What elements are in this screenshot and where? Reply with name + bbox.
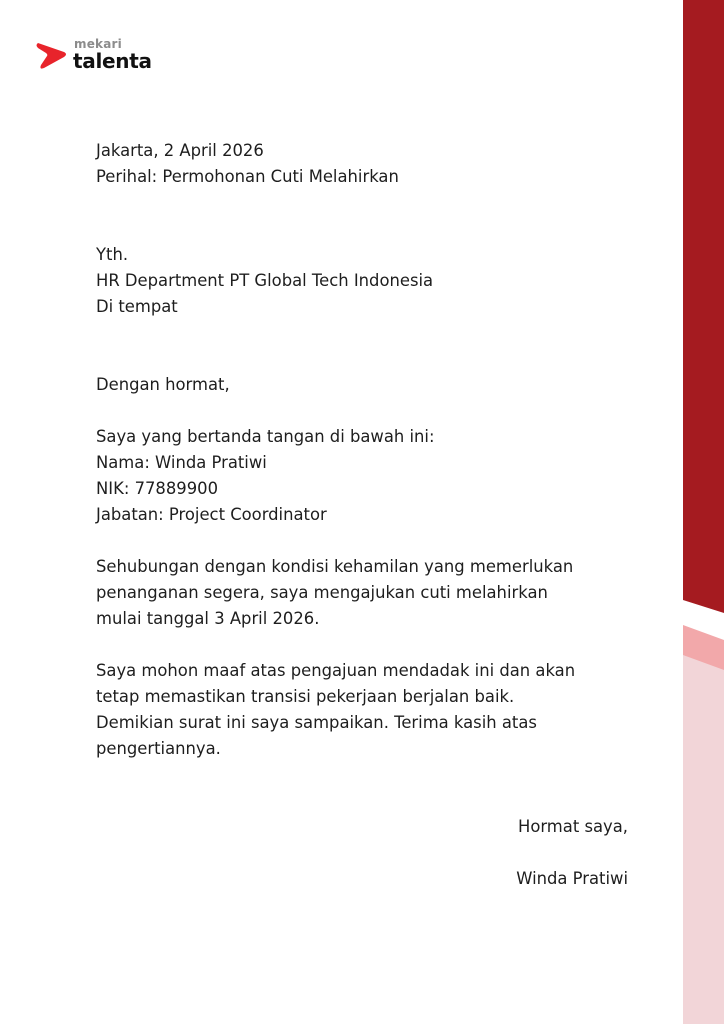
recipient-name: HR Department PT Global Tech Indonesia bbox=[96, 271, 434, 290]
recipient-location: Di tempat bbox=[96, 297, 178, 316]
letter-body bbox=[96, 138, 616, 762]
arrow-logo-icon bbox=[36, 39, 68, 71]
recipient-salutation: Yth. bbox=[96, 245, 129, 264]
paragraph-line: tetap memastikan transisi pekerjaan berjalan baik. bbox=[96, 687, 515, 706]
identity-nik: NIK: 77889900 bbox=[96, 479, 219, 498]
greeting: Dengan hormat, bbox=[96, 375, 230, 394]
subject-line: Perihal: Permohonan Cuti Melahirkan bbox=[96, 167, 399, 186]
closing-line: Hormat saya, bbox=[518, 817, 628, 836]
identity-name: Nama: Winda Pratiwi bbox=[96, 453, 267, 472]
logo-mekari-label: mekari bbox=[74, 37, 122, 51]
logo-talenta-label: talenta bbox=[73, 49, 152, 73]
decorative-side-stripe bbox=[683, 0, 724, 1024]
place-date: Jakarta, 2 April 2026 bbox=[96, 141, 264, 160]
paragraph-line: penanganan segera, saya mengajukan cuti melahirkan bbox=[96, 583, 548, 602]
intro-line: Saya yang bertanda tangan di bawah ini: bbox=[96, 427, 435, 446]
paragraph-line: pengertiannya. bbox=[96, 739, 221, 758]
paragraph-line: Demikian surat ini saya sampaikan. Terima kasih atas bbox=[96, 713, 537, 732]
signer-name: Winda Pratiwi bbox=[516, 869, 628, 888]
paragraph-line: mulai tanggal 3 April 2026. bbox=[96, 609, 320, 628]
paragraph-line: Sehubungan dengan kondisi kehamilan yang memerlukan bbox=[96, 557, 574, 576]
paragraph-apology bbox=[96, 658, 616, 762]
paragraph-leave-request bbox=[96, 554, 616, 632]
identity-position: Jabatan: Project Coordinator bbox=[96, 505, 327, 524]
paragraph-line: Saya mohon maaf atas pengajuan mendadak ini dan akan bbox=[96, 661, 576, 680]
company-logo bbox=[36, 38, 152, 71]
